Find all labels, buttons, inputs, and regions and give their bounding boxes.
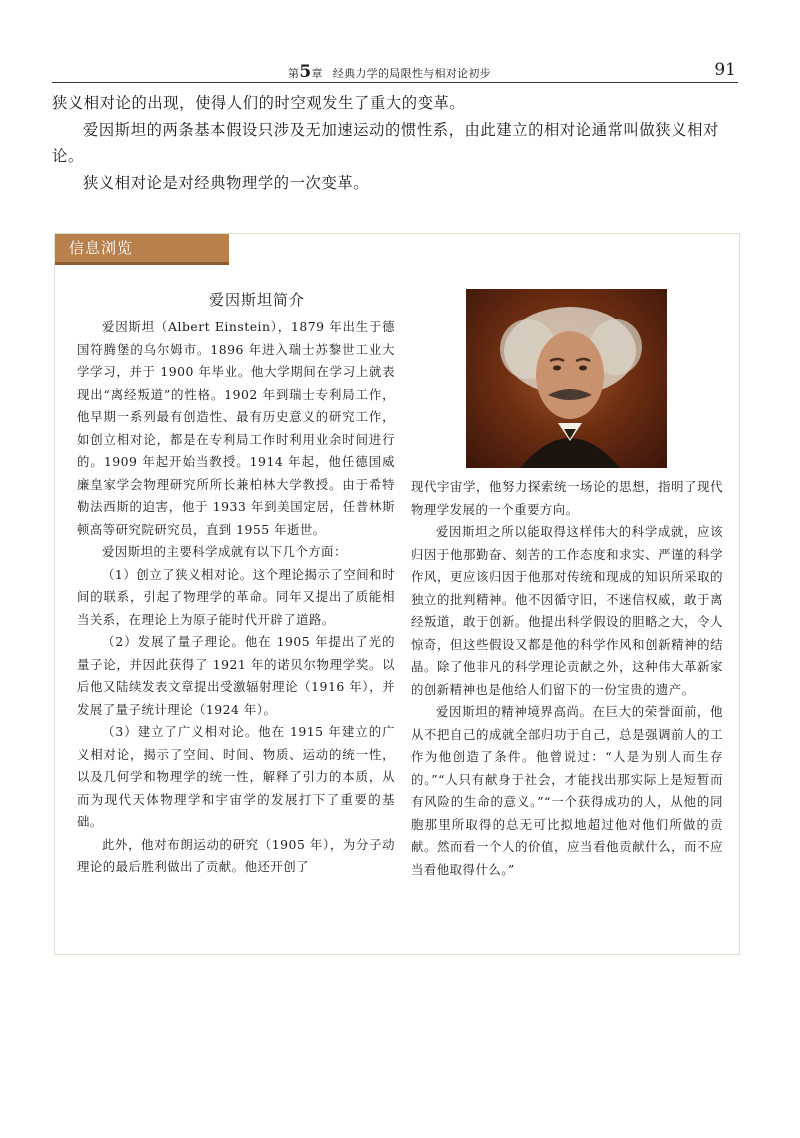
- page-header: [52, 62, 738, 83]
- chapter-heading: [288, 62, 491, 82]
- einstein-portrait: [466, 289, 667, 468]
- portrait-illustration: [466, 289, 667, 468]
- left-paragraph: （2）发展了量子理论。他在 1905 年提出了光的量子论，并因此获得了 1921 年的诺贝尔物理学奖。以后他又陆续发表文章提出受激辐射理论（1916 年），并发展了量子统计理论（1924 年）。: [77, 634, 395, 717]
- left-column: [77, 316, 395, 879]
- left-paragraph: 爱因斯坦的主要科学成就有以下几个方面：: [102, 544, 347, 559]
- info-box-label-text: 信息浏览: [69, 239, 134, 257]
- right-paragraph: 爱因斯坦之所以能取得这样伟大的科学成就，应该归因于他那勤奋、刻苦的工作态度和求实、严谨的科学作风，更应该归因于他那对传统和现成的知识所采取的独立的批判精神。他不因循守旧，不迷信权威，敢于离经叛道，敢于创新。他提出科学假设的胆略之大，令人惊奇，但这些假设又都是他的科学作风和创新精神的结晶。除了他非凡的科学理论贡献之外，这种伟大革新家的创新精神也是他给人们留下的一份宝贵的遗产。: [411, 524, 723, 697]
- left-paragraph: 爱因斯坦（Albert Einstein），1879 年出生于德国符腾堡的乌尔姆市。1896 年进入瑞士苏黎世工业大学学习，并于 1900 年毕业。他大学期间在学习上就表现出“离经叛道”的性格。1902 年到瑞士专利局工作，他早期一系列最有创造性、最有历史意义的研究工作，如创立相对论，都是在专利局工作时利用业余时间进行的。1909 年起开始当教授。1914 年起，他任德国威廉皇家学会物理研究所所长兼柏林大学教授。由于希特勒法西斯的迫害，他于 1933 年到美国定居，任普林斯顿高等研究院研究员，直到 1955 年逝世。: [77, 319, 395, 537]
- article-title: 爱因斯坦简介: [208, 291, 305, 309]
- chapter-prefix: 第: [288, 67, 300, 80]
- intro-paragraph-1: 狭义相对论的出现，使得人们的时空观发生了重大的变革。: [52, 94, 466, 112]
- info-box: [54, 233, 740, 955]
- left-paragraph: 此外，他对布朗运动的研究（1905 年），为分子动理论的最后胜利做出了贡献。他还开创了: [77, 836, 395, 874]
- info-box-label: [55, 234, 229, 265]
- chapter-suffix: 章: [311, 67, 323, 80]
- intro-paragraph-2: 爱因斯坦的两条基本假设只涉及无加速运动的惯性系，由此建立的相对论通常叫做狭义相对论。: [52, 120, 719, 165]
- left-paragraph: （3）建立了广义相对论。他在 1915 年建立的广义相对论，揭示了空间、时间、物质、运动的统一性，以及几何学和物理学的统一性，解释了引力的本质，从而为现代天体物理学和宇宙学的发展打下了重要的基础。: [77, 724, 395, 829]
- right-paragraph: 现代宇宙学，他努力探索统一场论的思想，指明了现代物理学发展的一个重要方向。: [411, 479, 723, 517]
- chapter-title: 经典力学的局限性与相对论初步: [332, 67, 491, 80]
- intro-paragraph-3: 狭义相对论是对经典物理学的一次变革。: [83, 173, 370, 192]
- chapter-number: 5: [299, 62, 312, 82]
- page-number: 91: [714, 60, 736, 80]
- right-column: [411, 476, 723, 881]
- intro-text: [52, 90, 742, 196]
- left-paragraph: （1）创立了狭义相对论。这个理论揭示了空间和时间的联系，引起了物理学的革命。同年又提出了质能相当关系，在理论上为原子能时代开辟了道路。: [77, 566, 395, 627]
- right-paragraph: 爱因斯坦的精神境界高尚。在巨大的荣誉面前，他从不把自己的成就全部归功于自己，总是强调前人的工作为他创造了条件。他曾说过：“人是为别人而生存的。”“人只有献身于社会，才能找出那实际上是短暂而有风险的生命的意义。”“一个获得成功的人，从他的同胞那里所取得的总无可比拟地超过他对他们所做的贡献。然而看一个人的价值，应当看他贡献什么，而不应当看他取得什么。”: [411, 704, 723, 877]
